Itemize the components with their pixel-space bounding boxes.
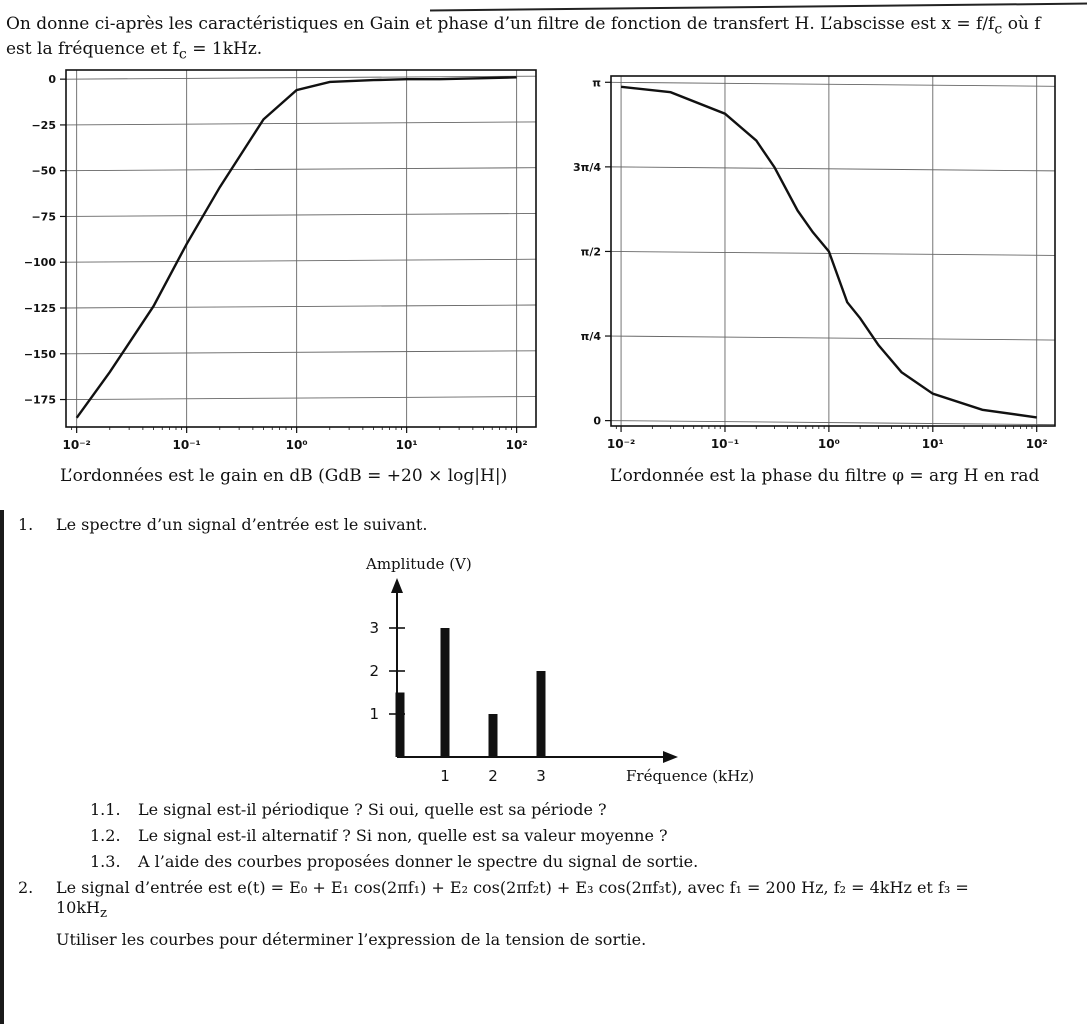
- question-1-1-text: Le signal est-il périodique ? Si oui, quelle est sa période ?: [138, 800, 607, 819]
- question-2-text-2-sub: z: [100, 906, 108, 922]
- spectrum-x-label: Fréquence (kHz): [626, 767, 755, 785]
- question-1-2-number: 1.2.: [90, 826, 121, 845]
- gain-x-tick-label: 10⁻²: [62, 438, 91, 452]
- phase-x-tick-label: 10⁻¹: [710, 437, 740, 451]
- question-2: [18, 878, 1083, 950]
- question-1-text: Le spectre d’un signal d’entrée est le suivant.: [56, 515, 428, 534]
- phase-y-tick-label: π/4: [580, 330, 601, 344]
- spectrum-y-arrow: [391, 578, 403, 593]
- gain-y-tick-label: −50: [31, 164, 56, 178]
- gain-caption: L’ordonnées est le gain en dB (GdB = +20 × log|H|): [60, 466, 508, 486]
- intro-text: [6, 14, 1081, 65]
- phase-curve: [621, 87, 1037, 418]
- phase-x-tick-label: 10¹: [921, 437, 944, 451]
- spectrum-bars: [396, 628, 546, 757]
- spectrum-bar: [489, 714, 498, 757]
- question-1: [18, 515, 427, 535]
- gain-grid-hline: [66, 305, 536, 308]
- spectrum-y-tick-label: 1: [369, 705, 379, 723]
- gain-y-ticks: [24, 73, 66, 406]
- gain-y-tick-label: 0: [48, 73, 56, 87]
- spectrum-x-tick-label: 1: [440, 767, 450, 785]
- intro-line-2-sub: c: [178, 46, 187, 63]
- spectrum-x-tick-label: 2: [488, 767, 498, 785]
- question-1-2-text: Le signal est-il alternatif ? Si non, quelle est sa valeur moyenne ?: [138, 826, 668, 845]
- spectrum-y-tick-label: 3: [369, 619, 379, 637]
- question-2-line-2: [18, 898, 1083, 924]
- intro-line-2: [6, 39, 1081, 64]
- gain-frame: [66, 70, 536, 427]
- spectrum-bar: [441, 628, 450, 757]
- question-1-3-text: A l’aide des courbes proposées donner le spectre du signal de sortie.: [138, 852, 699, 871]
- gain-y-tick-label: −175: [23, 393, 56, 407]
- spectrum-y-label: Amplitude (V): [366, 555, 472, 573]
- gain-y-tick-label: −25: [31, 118, 56, 132]
- gain-grid-hline: [66, 213, 536, 216]
- question-2-text: Le signal d’entrée est e(t) = E₀ + E₁ cos(2πf₁) + E₂ cos(2πf₂t) + E₃ cos(2πf₃t), avec f₁ = 200 Hz, f₂ = 4kHz et f₃ =: [56, 878, 969, 897]
- phase-y-ticks: [573, 76, 611, 427]
- spectrum-y-tick-label: 2: [369, 662, 379, 680]
- question-2-number: 2.: [18, 878, 34, 897]
- phase-y-tick-label: 3π/4: [572, 160, 601, 174]
- spectrum-x-arrow: [663, 751, 678, 763]
- phase-caption: L’ordonnée est la phase du filtre φ = arg H en rad: [610, 466, 1040, 486]
- phase-grid-hline: [611, 167, 1055, 171]
- gain-x-ticks: [63, 427, 528, 452]
- gain-y-tick-label: −100: [23, 256, 56, 270]
- gain-grid-hline: [66, 122, 536, 125]
- question-2-line-3: [18, 930, 1083, 950]
- spectrum-x-tick-label: 3: [536, 767, 546, 785]
- gain-grid-hline: [66, 76, 536, 79]
- gain-x-tick-label: 10⁰: [285, 438, 308, 452]
- question-1-3-number: 1.3.: [90, 852, 121, 871]
- margin-bar: [0, 510, 4, 1024]
- spectrum-bar: [396, 693, 405, 758]
- phase-y-tick-label: π: [592, 76, 601, 90]
- gain-x-tick-label: 10¹: [395, 438, 418, 452]
- phase-x-tick-label: 10⁻²: [606, 437, 636, 451]
- phase-grid: [611, 76, 1055, 426]
- question-1-1-number: 1.1.: [90, 800, 121, 819]
- question-2-line-1: [18, 878, 1083, 898]
- question-1-1: [90, 800, 607, 819]
- gain-grid-hline: [66, 351, 536, 354]
- gain-grid-hline: [66, 259, 536, 262]
- gain-y-tick-label: −125: [23, 302, 56, 315]
- gain-curve: [77, 77, 517, 418]
- phase-x-ticks: [607, 426, 1048, 451]
- question-2-text-2: 10kH: [56, 898, 101, 917]
- phase-grid-hline: [611, 421, 1055, 425]
- phase-x-tick-label: 10⁰: [817, 437, 840, 451]
- question-1-2: [90, 826, 668, 845]
- intro-line-1-end: où f: [1002, 14, 1041, 34]
- phase-grid-hline: [611, 82, 1055, 86]
- intro-line-1: [6, 14, 1081, 39]
- intro-line-1-sub: c: [994, 21, 1003, 38]
- phase-grid-hline: [611, 336, 1055, 340]
- gain-grid-hline: [66, 168, 536, 171]
- spectrum-bar: [537, 671, 546, 757]
- header-rule: [430, 3, 1087, 12]
- gain-y-tick-label: −75: [31, 210, 56, 224]
- question-2-text-3: Utiliser les courbes pour déterminer l’expression de la tension de sortie.: [56, 930, 647, 950]
- intro-line-1-text: On donne ci-après les caractéristiques en Gain et phase d’un filtre de fonction de transfert H. L’abscisse est x = f/f: [6, 14, 995, 34]
- question-1-number: 1.: [18, 515, 34, 534]
- gain-grid-hline: [66, 397, 536, 400]
- phase-y-tick-label: π/2: [580, 245, 601, 259]
- phase-grid-hline: [611, 251, 1055, 255]
- phase-y-tick-label: 0: [593, 414, 601, 428]
- spectrum-x-ticks: [440, 767, 546, 785]
- gain-grid: [66, 70, 536, 427]
- phase-x-tick-label: 10²: [1025, 437, 1048, 451]
- gain-x-tick-label: 10⁻¹: [172, 438, 201, 452]
- question-1-3: [90, 852, 698, 871]
- gain-y-tick-label: −150: [23, 347, 56, 361]
- phase-frame: [611, 76, 1055, 426]
- spectrum-y-ticks: [369, 619, 405, 723]
- intro-line-2-end: = 1kHz.: [186, 39, 263, 60]
- gain-x-tick-label: 10²: [505, 438, 528, 452]
- intro-line-2-text: est la fréquence et f: [6, 39, 179, 60]
